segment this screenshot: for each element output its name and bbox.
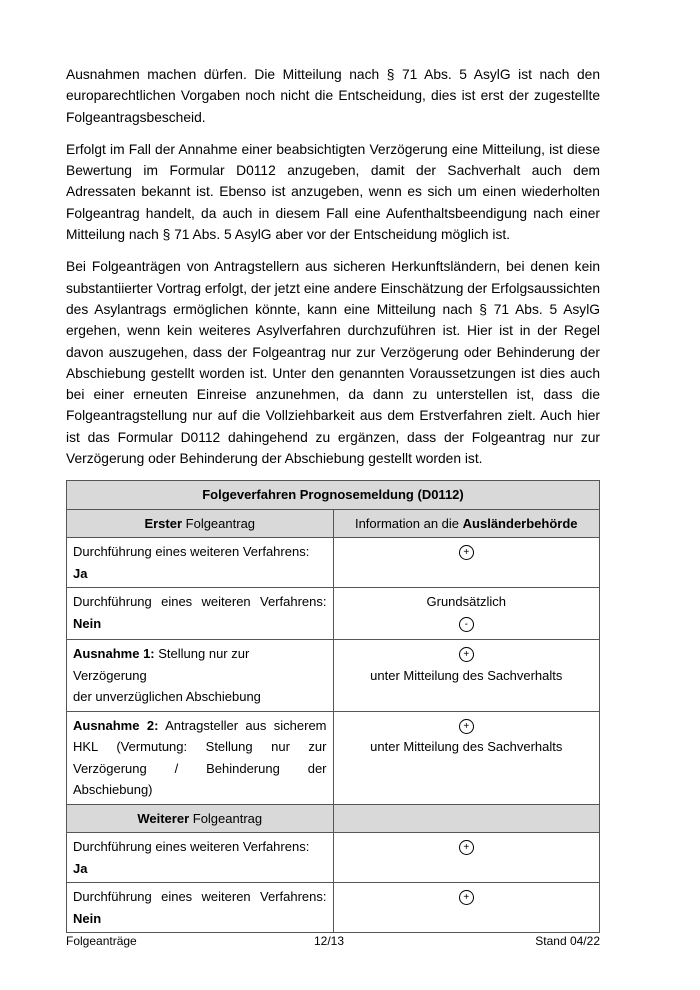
row-value xyxy=(333,833,600,883)
footer-title: Folgeanträge xyxy=(66,934,137,948)
further-followup-header-empty xyxy=(333,804,600,833)
table-row xyxy=(67,588,600,640)
row-label: Durchführung eines weiteren Verfahrens: Ja xyxy=(67,538,334,588)
plus-circle-icon: + xyxy=(459,545,474,560)
authority-info-header: Information an die Ausländerbehörde xyxy=(333,509,600,538)
table-row xyxy=(67,640,600,712)
table-row xyxy=(67,883,600,933)
row-value xyxy=(333,538,600,588)
row-label: Ausnahme 1: Stellung nur zur Verzögerung der unverzüglichen Abschiebung xyxy=(67,640,334,712)
minus-circle-icon: - xyxy=(459,617,474,632)
row-label: Ausnahme 2: Antragsteller aus sicherem HKL (Vermutung: Stellung nur zur Verzögerung / Behinderung der Abschiebung) xyxy=(67,711,334,804)
table-row xyxy=(67,538,600,588)
table-title: Folgeverfahren Prognosemeldung (D0112) xyxy=(67,481,600,510)
footer-version: Stand 04/22 xyxy=(535,934,600,948)
table-row xyxy=(67,711,600,804)
row-value: Grundsätzlich - xyxy=(333,588,600,640)
document-page xyxy=(66,64,600,933)
paragraph-2: Erfolgt im Fall der Annahme einer beabsichtigten Verzögerung eine Mitteilung, ist diese Bewertung im Formular D0112 anzugeben, damit der Sachverhalt auch dem Adressaten bekannt ist. Ebenso ist anzugeben, wenn es sich um einen wiederholten Folgeantrag handelt, da auch in diesem Fall eine Aufenthaltsbeendigung nach einer Mitteilung nach § 71 Abs. 5 AsylG aber vor der Entscheidung möglich ist. xyxy=(66,141,600,243)
row-label: Durchführung eines weiteren Verfahrens: Nein xyxy=(67,588,334,640)
paragraph-1: Ausnahmen machen dürfen. Die Mitteilung nach § 71 Abs. 5 AsylG ist nach den europarechtlichen Vorgaben noch nicht die Entscheidung, dies ist erst der zugestellte Folgeantragsbescheid. xyxy=(66,67,600,125)
prognosis-table xyxy=(66,480,600,933)
plus-circle-icon: + xyxy=(459,719,474,734)
row-label: Durchführung eines weiteren Verfahrens: Nein xyxy=(67,883,334,933)
plus-circle-icon: + xyxy=(459,647,474,662)
plus-circle-icon: + xyxy=(459,840,474,855)
page-number: 12/13 xyxy=(314,934,345,948)
further-followup-header: Weiterer Folgeantrag xyxy=(67,804,334,833)
row-label: Durchführung eines weiteren Verfahrens: Ja xyxy=(67,833,334,883)
row-value: + unter Mitteilung des Sachverhalts xyxy=(333,640,600,712)
plus-circle-icon: + xyxy=(459,890,474,905)
paragraph-3: Bei Folgeanträgen von Antragstellern aus sicheren Herkunftsländern, bei denen kein substantiierter Vortrag erfolgt, der jetzt eine andere Einschätzung der Erfolgsaussichten des Asylantrags ermöglichen könnte, kann eine Mitteilung nach § 71 Abs. 5 AsylG ergehen, wenn kein weiteres Asylverfahren durchzuführen ist. Hier ist in der Regel davon auszugehen, dass der Folgeantrag nur zur Verzögerung oder Behinderung der Abschiebung gestellt worden ist. Unter den genannten Voraussetzungen ist dies auch bei einer erneuten Einreise anzunehmen, da dann zu unterstellen ist, dass die Folgeantragstellung nur auf die Vollziehbarkeit aus dem Erstverfahren zielt. Auch hier ist das Formular D0112 dahingehend zu ergänzen, dass der Folgeantrag nur zur Verzögerung oder Behinderung der Abschiebung gestellt worden ist. xyxy=(66,259,600,467)
first-followup-header: Erster Folgeantrag xyxy=(67,509,334,538)
row-value: + unter Mitteilung des Sachverhalts xyxy=(333,711,600,804)
table-row xyxy=(67,833,600,883)
row-value xyxy=(333,883,600,933)
